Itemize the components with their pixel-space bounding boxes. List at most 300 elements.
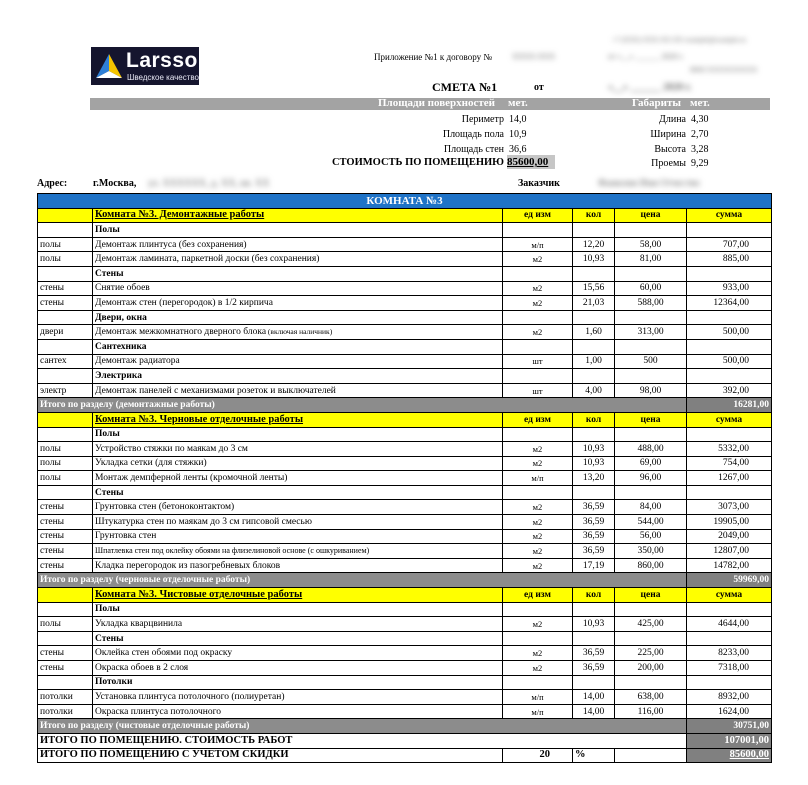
row-qty: 10,93: [573, 442, 615, 457]
row-qty: 13,20: [573, 471, 615, 486]
row-work-name: [93, 704, 503, 719]
room-title: КОМНАТА №3: [38, 194, 772, 209]
category-empty-cell: [687, 369, 772, 384]
row-unit: м/п: [503, 704, 573, 719]
row-work-name: [93, 500, 503, 515]
category-empty-cell: [615, 427, 687, 442]
work-name-text: Укладка кварцвинила: [95, 619, 183, 630]
row-sum: 12807,00: [687, 544, 772, 559]
section-title: Комната №3. Демонтажные работы: [93, 208, 503, 223]
work-name-text: Монтаж демпферной ленты (кромочной ленты): [95, 473, 288, 484]
row-work-name: [93, 296, 503, 311]
company-logo: [91, 47, 212, 85]
row-price: 500: [615, 354, 687, 369]
section-header-row: [38, 208, 772, 223]
work-name-text: Укладка сетки (для стяжки): [95, 458, 207, 469]
row-qty: 17,19: [573, 558, 615, 573]
row-sum: 1624,00: [687, 704, 772, 719]
category-empty-cell: [687, 427, 772, 442]
category-empty-cell: [615, 339, 687, 354]
category-row: [38, 369, 772, 384]
category-empty-cell: [503, 310, 573, 325]
category-empty-cell: [687, 485, 772, 500]
contract-date-hidden: от «__» ______ 2020 г.: [608, 52, 684, 61]
category-row: [38, 339, 772, 354]
row-sum: 8932,00: [687, 690, 772, 705]
row-unit: м2: [503, 529, 573, 544]
discount-percent-sign: %: [573, 748, 615, 763]
work-name-text: Установка плинтуса потолочного (полиуретан): [95, 691, 285, 702]
row-price: 638,00: [615, 690, 687, 705]
category-blank: [38, 266, 93, 281]
work-name-text: Шпатлевка стен под оклейку обоями на флизелиновой основе (с ошкуриванием): [95, 546, 370, 556]
wall-area-value: 36,6: [509, 144, 527, 155]
category-empty-cell: [687, 602, 772, 617]
row-unit: м2: [503, 544, 573, 559]
contact-line-hidden: +7 (XXX) XXX-XX-XX example@example.ru: [612, 36, 747, 44]
table-row: [38, 529, 772, 544]
row-work-name: [93, 442, 503, 457]
category-empty-cell: [687, 310, 772, 325]
col-sum-header: сумма: [687, 412, 772, 427]
row-sum: 500,00: [687, 354, 772, 369]
category-empty-cell: [573, 339, 615, 354]
row-work-name: [93, 646, 503, 661]
contract-number-hidden: XXXX-XXX: [512, 52, 556, 61]
row-work-name: [93, 456, 503, 471]
row-sum: 500,00: [687, 325, 772, 340]
row-sum: 392,00: [687, 383, 772, 398]
row-sum: 2049,00: [687, 529, 772, 544]
col-unit-header: ед изм: [503, 412, 573, 427]
table-row: [38, 704, 772, 719]
row-unit: м2: [503, 558, 573, 573]
table-row: [38, 237, 772, 252]
col-price-header: цена: [615, 412, 687, 427]
row-qty: 36,59: [573, 515, 615, 530]
category-name: Потолки: [93, 675, 503, 690]
table-row: [38, 617, 772, 632]
row-work-name: [93, 617, 503, 632]
row-unit: м2: [503, 296, 573, 311]
row-price: 69,00: [615, 456, 687, 471]
category-empty-cell: [687, 223, 772, 238]
table-row: [38, 383, 772, 398]
row-work-name: [93, 383, 503, 398]
work-name-text: Демонтаж межкомнатного дверного блока: [95, 327, 267, 338]
row-unit: м2: [503, 252, 573, 267]
dimensions-heading: Габариты: [632, 97, 681, 109]
category-empty-cell: [615, 675, 687, 690]
category-name: Стены: [93, 485, 503, 500]
category-row: [38, 485, 772, 500]
row-unit: м2: [503, 646, 573, 661]
row-category: полы: [38, 252, 93, 267]
category-empty-cell: [503, 223, 573, 238]
row-unit: м/п: [503, 471, 573, 486]
row-sum: 5332,00: [687, 442, 772, 457]
openings-value: 9,29: [691, 158, 709, 169]
category-row: [38, 631, 772, 646]
row-price: 225,00: [615, 646, 687, 661]
category-empty-cell: [503, 485, 573, 500]
row-unit: шт: [503, 383, 573, 398]
contact-line2-hidden: ИНН XXXXXXXXXX: [690, 66, 758, 74]
work-name-text: Снятие обоев: [95, 283, 150, 294]
category-name: Полы: [93, 602, 503, 617]
category-name: Полы: [93, 223, 503, 238]
discount-percent: 20: [503, 748, 573, 763]
section-header-row: [38, 588, 772, 603]
row-sum: 754,00: [687, 456, 772, 471]
room-cost-value: 85600,00: [507, 155, 555, 169]
row-price: 544,00: [615, 515, 687, 530]
row-price: 60,00: [615, 281, 687, 296]
row-qty: 36,59: [573, 544, 615, 559]
category-blank: [38, 485, 93, 500]
row-qty: 10,93: [573, 617, 615, 632]
category-blank: [38, 339, 93, 354]
row-unit: м2: [503, 617, 573, 632]
col-price-header: цена: [615, 208, 687, 223]
height-value: 3,28: [691, 144, 709, 155]
row-work-name: [93, 252, 503, 267]
category-empty-cell: [615, 631, 687, 646]
category-name: Сантехника: [93, 339, 503, 354]
row-price: 116,00: [615, 704, 687, 719]
row-category: двери: [38, 325, 93, 340]
section-title: Комната №3. Чистовые отделочные работы: [93, 588, 503, 603]
row-qty: 1,00: [573, 354, 615, 369]
row-sum: 3073,00: [687, 500, 772, 515]
row-qty: 15,56: [573, 281, 615, 296]
category-blank: [38, 675, 93, 690]
row-qty: 36,59: [573, 646, 615, 661]
col-qty-header: кол: [573, 412, 615, 427]
grand-total-row: [38, 733, 772, 748]
category-row: [38, 310, 772, 325]
category-empty-cell: [503, 266, 573, 281]
row-unit: шт: [503, 354, 573, 369]
work-name-text: Демонтаж плинтуса (без сохранения): [95, 239, 247, 250]
row-work-name: [93, 354, 503, 369]
row-category: стены: [38, 296, 93, 311]
category-empty-cell: [687, 266, 772, 281]
row-qty: 10,93: [573, 456, 615, 471]
row-work-name: [93, 237, 503, 252]
floor-area-label: Площадь пола: [442, 129, 504, 140]
estimate-date-hidden: «__» ______ 2020 г.: [608, 82, 692, 93]
work-name-text: Кладка перегородок из пазогребневых блоков: [95, 560, 281, 571]
category-name: Стены: [93, 631, 503, 646]
total-work-label: ИТОГО ПО ПОМЕЩЕНИЮ. СТОИМОСТЬ РАБОТ: [38, 733, 687, 748]
length-value: 4,30: [691, 114, 709, 125]
category-empty-cell: [573, 631, 615, 646]
category-empty-cell: [573, 369, 615, 384]
row-sum: 8233,00: [687, 646, 772, 661]
row-category: сантех: [38, 354, 93, 369]
row-price: 98,00: [615, 383, 687, 398]
dimensions-unit: мет.: [690, 97, 710, 109]
table-row: [38, 354, 772, 369]
category-empty-cell: [573, 602, 615, 617]
row-category: полы: [38, 471, 93, 486]
address-value: г.Москва,: [93, 178, 137, 189]
row-work-name: [93, 325, 503, 340]
row-price: 84,00: [615, 500, 687, 515]
room-cost-label: СТОИМОСТЬ ПО ПОМЕЩЕНИЮ: [331, 157, 504, 168]
row-category: стены: [38, 544, 93, 559]
width-value: 2,70: [691, 129, 709, 140]
category-empty-cell: [615, 266, 687, 281]
category-empty-cell: [573, 675, 615, 690]
category-empty-cell: [503, 339, 573, 354]
category-name: Электрика: [93, 369, 503, 384]
surface-areas-unit: мет.: [508, 97, 528, 109]
row-sum: 933,00: [687, 281, 772, 296]
row-qty: 10,93: [573, 252, 615, 267]
table-row: [38, 544, 772, 559]
row-work-name: [93, 690, 503, 705]
row-unit: м/п: [503, 237, 573, 252]
row-work-name: [93, 529, 503, 544]
row-category: полы: [38, 442, 93, 457]
table-row: [38, 281, 772, 296]
row-price: 81,00: [615, 252, 687, 267]
category-empty-cell: [687, 675, 772, 690]
row-work-name: [93, 544, 503, 559]
col-price-header: цена: [615, 588, 687, 603]
row-category: потолки: [38, 704, 93, 719]
estimate-table: [37, 193, 772, 763]
row-qty: 12,20: [573, 237, 615, 252]
category-blank: [38, 602, 93, 617]
row-category: стены: [38, 529, 93, 544]
col-unit-header: ед изм: [503, 588, 573, 603]
row-sum: 14782,00: [687, 558, 772, 573]
category-row: [38, 223, 772, 238]
dimensions-header-bar: [90, 98, 770, 110]
category-blank: [38, 369, 93, 384]
category-empty-cell: [573, 485, 615, 500]
table-row: [38, 325, 772, 340]
col-qty-header: кол: [573, 208, 615, 223]
row-qty: 1,60: [573, 325, 615, 340]
table-row: [38, 442, 772, 457]
category-empty-cell: [573, 223, 615, 238]
work-name-text: Штукатурка стен по маякам до 3 см гипсовой смесью: [95, 516, 312, 527]
row-unit: м2: [503, 442, 573, 457]
section-subtotal-label: Итого по разделу (демонтажные работы): [38, 398, 687, 413]
logo-name: Larsson: [126, 49, 212, 72]
surface-areas-heading: Площади поверхностей: [378, 97, 496, 109]
row-category: стены: [38, 661, 93, 676]
height-label: Высота: [654, 144, 686, 155]
row-work-name: [93, 471, 503, 486]
category-empty-cell: [573, 266, 615, 281]
customer-label: Заказчик: [518, 178, 560, 189]
table-row: [38, 646, 772, 661]
work-name-text: Окраска плинтуса потолочного: [95, 706, 222, 717]
row-unit: м2: [503, 500, 573, 515]
category-empty-cell: [503, 602, 573, 617]
row-category: стены: [38, 646, 93, 661]
row-price: 488,00: [615, 442, 687, 457]
section-subtotal-row: [38, 398, 772, 413]
row-price: 425,00: [615, 617, 687, 632]
row-qty: 36,59: [573, 529, 615, 544]
row-qty: 36,59: [573, 500, 615, 515]
table-row: [38, 515, 772, 530]
table-row: [38, 500, 772, 515]
logo-tagline: Шведское качество: [127, 73, 199, 82]
table-row: [38, 296, 772, 311]
row-price: 588,00: [615, 296, 687, 311]
table-row: [38, 558, 772, 573]
floor-area-value: 10,9: [509, 129, 527, 140]
table-row: [38, 252, 772, 267]
perimeter-value: 14,0: [509, 114, 527, 125]
row-work-name: [93, 515, 503, 530]
row-sum: 4644,00: [687, 617, 772, 632]
row-work-name: [93, 558, 503, 573]
section-header-blank: [38, 412, 93, 427]
work-name-text: Грунтовка стен: [95, 531, 157, 542]
category-empty-cell: [615, 485, 687, 500]
row-category: полы: [38, 237, 93, 252]
section-subtotal-label: Итого по разделу (чистовые отделочные работы): [38, 719, 687, 734]
work-name-text: Демонтаж ламината, паркетной доски (без сохранения): [95, 254, 320, 265]
row-price: 313,00: [615, 325, 687, 340]
address-hidden: ул. ХХХХХХ, д. ХХ, кв. ХХ: [148, 178, 270, 189]
col-sum-header: сумма: [687, 208, 772, 223]
row-sum: 19905,00: [687, 515, 772, 530]
discount-total-row: [38, 748, 772, 763]
row-price: 58,00: [615, 237, 687, 252]
address-label: Адрес:: [37, 178, 68, 189]
row-category: полы: [38, 617, 93, 632]
row-unit: м2: [503, 281, 573, 296]
category-row: [38, 266, 772, 281]
category-blank: [38, 427, 93, 442]
category-blank: [38, 223, 93, 238]
category-name: Полы: [93, 427, 503, 442]
row-unit: м/п: [503, 690, 573, 705]
length-label: Длина: [659, 114, 686, 125]
section-subtotal-label: Итого по разделу (черновые отделочные работы): [38, 573, 687, 588]
section-subtotal-value: 30751,00: [687, 719, 772, 734]
row-price: 350,00: [615, 544, 687, 559]
row-qty: 4,00: [573, 383, 615, 398]
row-category: стены: [38, 558, 93, 573]
work-name-text: Окраска обоев в 2 слоя: [95, 662, 189, 673]
row-category: электр: [38, 383, 93, 398]
perimeter-label: Периметр: [461, 114, 504, 125]
appendix-text: Приложение №1 к договору №: [374, 52, 492, 62]
row-work-name: [93, 661, 503, 676]
category-empty-cell: [615, 310, 687, 325]
category-empty-cell: [615, 223, 687, 238]
room-title-row: [38, 194, 772, 209]
discount-total-value: 85600,00: [687, 748, 772, 763]
row-unit: м2: [503, 515, 573, 530]
width-label: Ширина: [650, 129, 686, 140]
work-name-text: Грунтовка стен (бетоноконтактом): [95, 502, 235, 513]
category-row: [38, 427, 772, 442]
estimate-title: СМЕТА №1: [432, 80, 498, 94]
row-qty: 14,00: [573, 690, 615, 705]
row-work-name: [93, 281, 503, 296]
row-sum: 885,00: [687, 252, 772, 267]
work-name-text: Демонтаж панелей с механизмами розеток и выключателей: [95, 385, 336, 396]
section-header-row: [38, 412, 772, 427]
section-title: Комната №3. Черновые отделочные работы: [93, 412, 503, 427]
category-empty-cell: [573, 310, 615, 325]
table-row: [38, 690, 772, 705]
row-category: полы: [38, 456, 93, 471]
category-empty-cell: [687, 631, 772, 646]
row-price: 200,00: [615, 661, 687, 676]
section-header-blank: [38, 208, 93, 223]
row-unit: м2: [503, 661, 573, 676]
category-empty-cell: [503, 675, 573, 690]
row-price: 860,00: [615, 558, 687, 573]
section-subtotal-value: 16281,00: [687, 398, 772, 413]
row-unit: м2: [503, 456, 573, 471]
category-empty-cell: [687, 339, 772, 354]
work-note: (включая наличник): [266, 327, 333, 337]
row-unit: м2: [503, 325, 573, 340]
category-empty-cell: [503, 631, 573, 646]
estimate-date-prefix: от: [534, 82, 544, 93]
section-subtotal-value: 59969,00: [687, 573, 772, 588]
row-category: стены: [38, 281, 93, 296]
category-name: Стены: [93, 266, 503, 281]
section-header-blank: [38, 588, 93, 603]
row-category: стены: [38, 500, 93, 515]
category-name: Двери, окна: [93, 310, 503, 325]
category-empty-cell: [615, 602, 687, 617]
row-sum: 707,00: [687, 237, 772, 252]
category-empty-cell: [503, 427, 573, 442]
table-row: [38, 471, 772, 486]
table-row: [38, 456, 772, 471]
discount-label: ИТОГО ПО ПОМЕЩЕНИЮ С УЧЕТОМ СКИДКИ: [38, 748, 503, 763]
col-unit-header: ед изм: [503, 208, 573, 223]
discount-empty: [615, 748, 687, 763]
category-empty-cell: [615, 369, 687, 384]
col-sum-header: сумма: [687, 588, 772, 603]
category-blank: [38, 310, 93, 325]
row-qty: 36,59: [573, 661, 615, 676]
row-qty: 14,00: [573, 704, 615, 719]
logo-triangle-icon: [95, 53, 123, 79]
category-empty-cell: [503, 369, 573, 384]
row-sum: 12364,00: [687, 296, 772, 311]
work-name-text: Демонтаж радиатора: [95, 356, 180, 367]
row-price: 56,00: [615, 529, 687, 544]
openings-label: Проемы: [651, 158, 686, 169]
table-row: [38, 661, 772, 676]
row-category: потолки: [38, 690, 93, 705]
row-sum: 7318,00: [687, 661, 772, 676]
row-sum: 1267,00: [687, 471, 772, 486]
work-name-text: Демонтаж стен (перегородок) в 1/2 кирпича: [95, 297, 273, 308]
category-row: [38, 675, 772, 690]
total-work-value: 107001,00: [687, 733, 772, 748]
col-qty-header: кол: [573, 588, 615, 603]
work-name-text: Оклейка стен обоями под окраску: [95, 648, 233, 659]
